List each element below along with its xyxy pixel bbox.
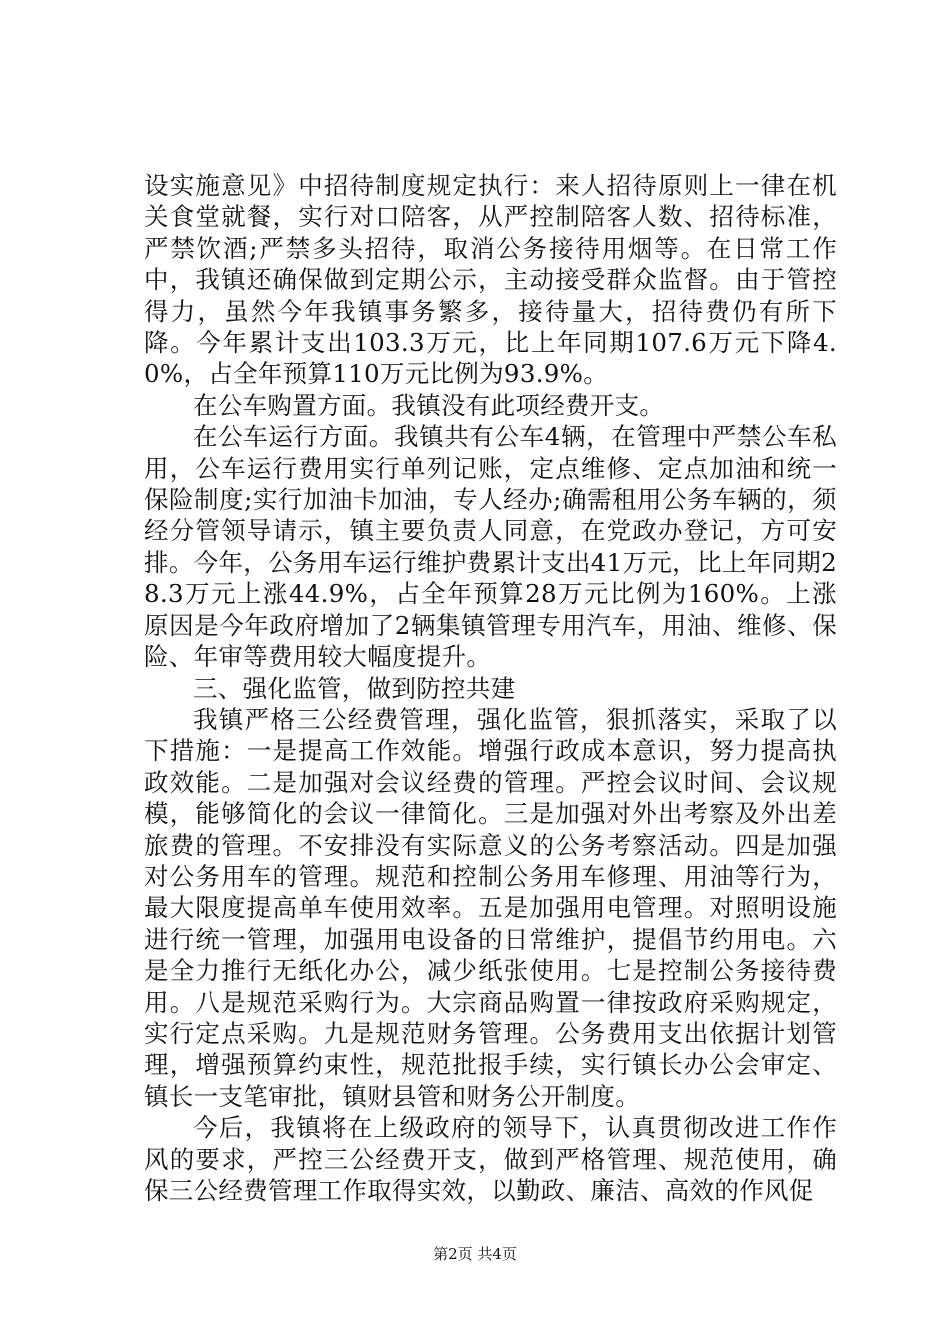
page-number-footer: 第2页 共4页 — [433, 1245, 517, 1263]
paragraph-vehicle-operation: 在公车运行方面。我镇共有公车4辆，在管理中严禁公车私用，公车运行费用实行单列记账，定点维修、定点加油和统一保险制度;实行加油卡加油，专人经办;确需租用公务车辆的，须经分管领导请示，镇主要负责人同意，在党政办登记，方可安排。今年，公务用车运行维护费累计支出41万元，比上年同期28.3万元上涨44.9%，占全年预算28万元比例为160%。上涨原因是今年政府增加了2辆集镇管理专用汽车，用油、维修、保险、年审等费用较大幅度提升。 — [144, 422, 837, 672]
paragraph-vehicle-purchase: 在公车购置方面。我镇没有此项经费开支。 — [193, 390, 665, 420]
paragraph-supervision-measures: 我镇严格三公经费管理，强化监管，狠抓落实，采取了以下措施：一是提高工作效能。增强行政成本意识，努力提高执政效能。二是加强对会议经费的管理。严控会议时间、会议规模，能够简化的会议一律简化。三是加强对外出考察及外出差旅费的管理。不安排没有实际意义的公务考察活动。四是加强对公务用车的管理。规范和控制公务用车修理、用油等行为，最大限度提高单车使用效率。五是加强用电管理。对照明设施进行统一管理，加强用电设备的日常维护，提倡节约用电。六是全力推行无纸化办公，减少纸张使用。七是控制公务接待费用。八是规范采购行为。大宗商品购置一律按政府采购规定，实行定点采购。九是规范财务管理。公务费用支出依据计划管理，增强预算约束性，规范批报手续，实行镇长办公会审定、镇长一支笔审批，镇财县管和财务公开制度。 — [144, 704, 837, 1111]
document-body — [144, 170, 837, 1206]
section-heading-supervision: 三、强化监管，做到防控共建 — [193, 673, 516, 703]
paragraph-future-plans: 今后，我镇将在上级政府的领导下，认真贯彻改进工作作风的要求，严控三公经费开支，做到严格管理、规范使用，确保三公经费管理工作取得实效，以勤政、廉洁、高效的作风促 — [144, 1113, 837, 1205]
paragraph-continuation: 设实施意见》中招待制度规定执行：来人招待原则上一律在机关食堂就餐，实行对口陪客，从严控制陪客人数、招待标准，严禁饮酒;严禁多头招待，取消公务接待用烟等。在日常工作中，我镇还确保做到定期公示，主动接受群众监督。由于管控得力，虽然今年我镇事务繁多，接待量大，招待费仍有所下降。今年累计支出103.3万元，比上年同期107.6万元下降4.0%，占全年预算110万元比例为93.9%。 — [144, 171, 837, 389]
